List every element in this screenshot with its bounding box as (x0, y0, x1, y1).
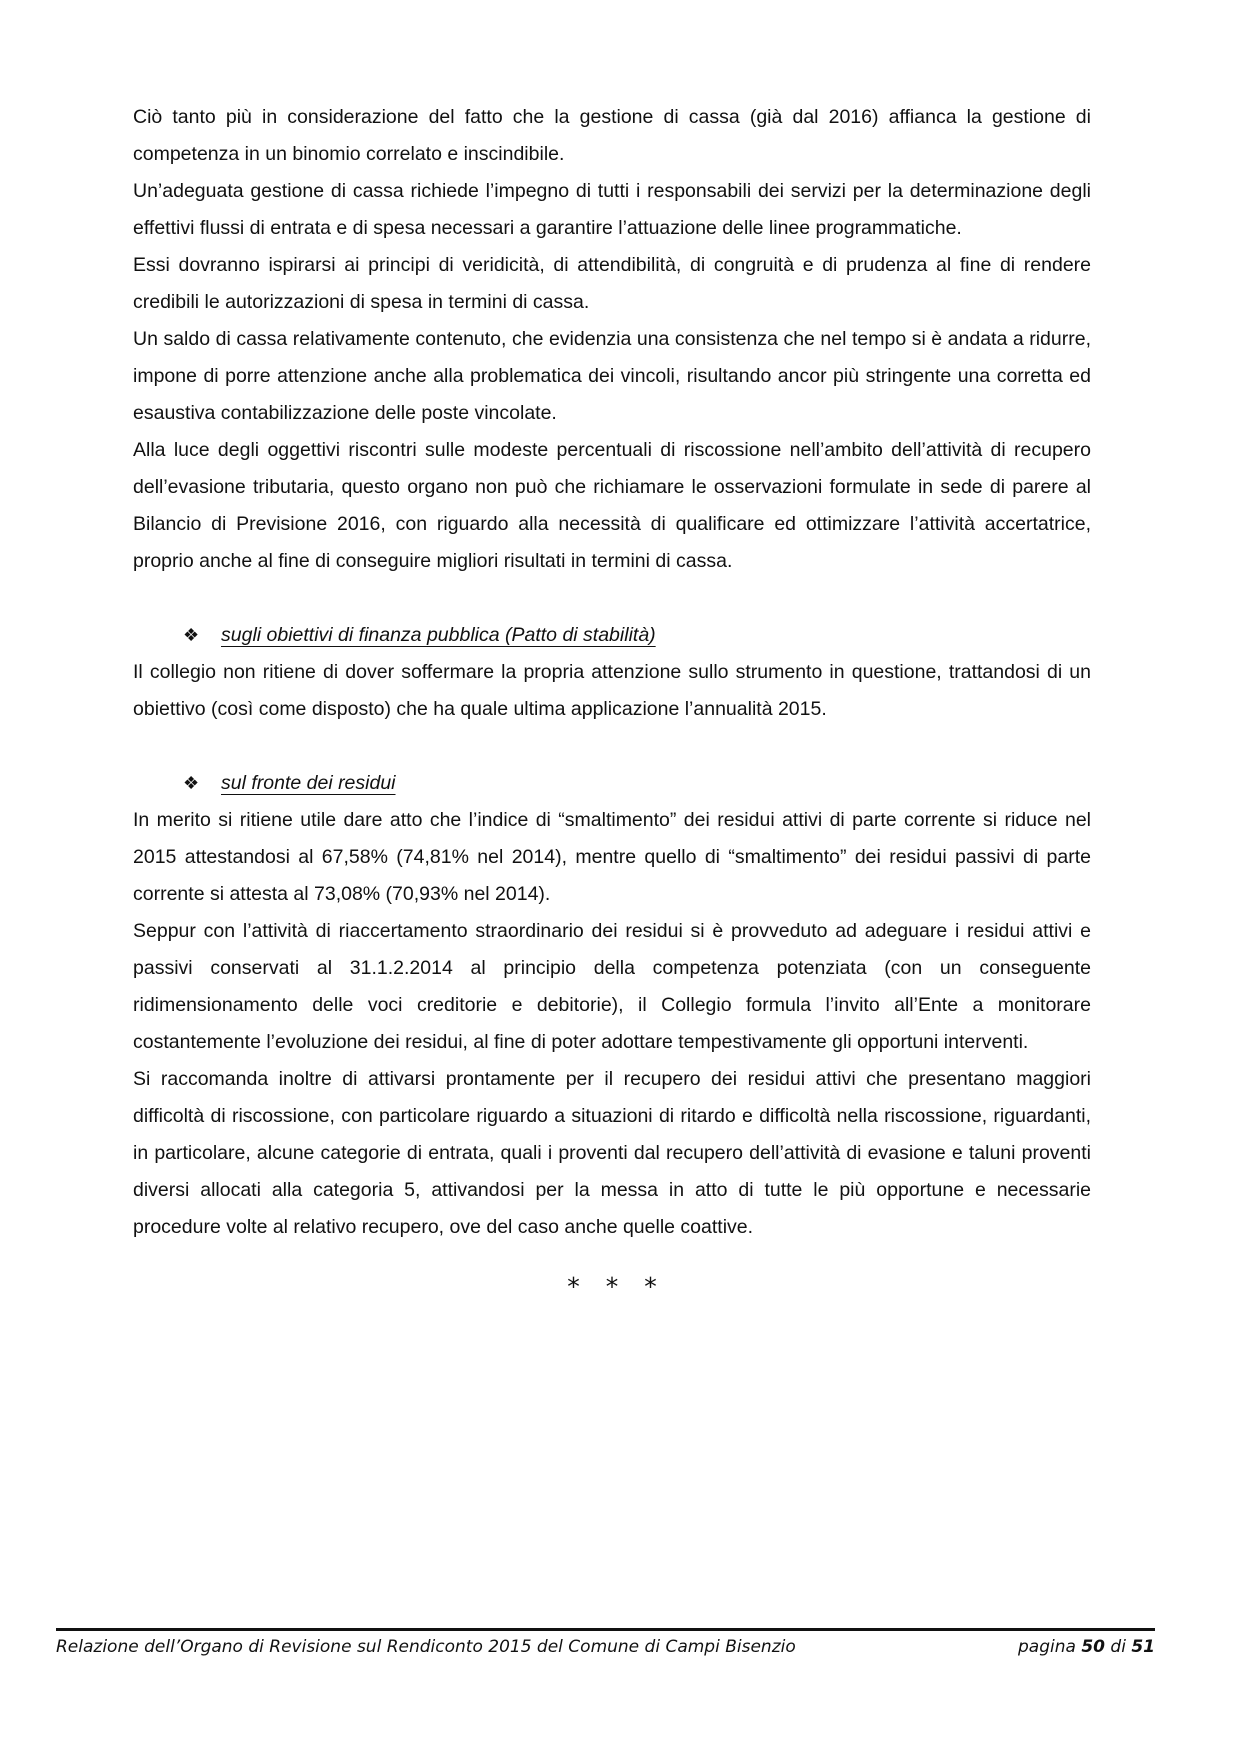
footer-page-number (1018, 1636, 1155, 1658)
paragraph: Seppur con l’attività di riaccertamento straordinario dei residui si è provveduto ad adeguare i residui attivi e passivi conservati al 31.1.2.2014 al principio della competenza potenziata (con un conseguente ridimensionamento delle voci creditorie e debitorie), il Collegio formula l’invito all’Ente a monitorare costantemente l’evoluzione dei residui, al fine di poter adottare tempestivamente gli opportuni interventi. (133, 920, 1091, 1053)
paragraph: Si raccomanda inoltre di attivarsi prontamente per il recupero dei residui attivi che presentano maggiori difficoltà di riscossione, con particolare riguardo a situazioni di ritardo e difficoltà nella riscossione, riguardanti, in particolare, alcune categorie di entrata, quali i proventi dal recupero dell’attività di evasione e taluni proventi diversi allocati alla categoria 5, attivandosi per la messa in atto di tutte le più opportune e necessarie procedure volte al relativo recupero, ove del caso anche quelle coattive. (133, 1068, 1091, 1238)
page-footer (56, 1628, 1155, 1658)
paragraph: Alla luce degli oggettivi riscontri sulle modeste percentuali di riscossione nell’ambito dell’attività di recupero dell’evasione tributaria, questo organo non può che richiamare le osservazioni formulate in sede di parere al Bilancio di Previsione 2016, con riguardo alla necessità di qualificare ed ottimizzare l’attività accertatrice, proprio anche al fine di conseguire migliori risultati in termini di cassa. (133, 439, 1091, 572)
diamond-bullet-icon: ❖ (183, 773, 200, 793)
paragraph: Il collegio non ritiene di dover soffermare la propria attenzione sullo strumento in questione, trattandosi di un obiettivo (così come disposto) che ha quale ultima applicazione l’annualità 2015. (133, 661, 1091, 720)
section-heading-finanza-pubblica (133, 617, 1091, 654)
paragraph: Ciò tanto più in considerazione del fatto che la gestione di cassa (già dal 2016) affianca la gestione di competenza in un binomio correlato e inscindibile. (133, 106, 1091, 165)
footer-page-current: 50 (1081, 1637, 1105, 1657)
footer-page-total: 51 (1131, 1637, 1155, 1657)
section-heading-text: sul fronte dei residui (221, 772, 396, 794)
diamond-bullet-icon: ❖ (183, 625, 200, 645)
section-heading-text: sugli obiettivi di finanza pubblica (Patto di stabilità) (221, 624, 656, 646)
footer-of-label: di (1110, 1637, 1126, 1657)
section-heading-residui (133, 765, 1091, 802)
paragraph: Essi dovranno ispirarsi ai principi di veridicità, di attendibilità, di congruità e di prudenza al fine di rendere credibili le autorizzazioni di spesa in termini di cassa. (133, 254, 1091, 313)
paragraph: Un saldo di cassa relativamente contenuto, che evidenzia una consistenza che nel tempo si è andata a ridurre, impone di porre attenzione anche alla problematica dei vincoli, risultando ancor più stringente una corretta ed esaustiva contabilizzazione delle poste vincolate. (133, 328, 1091, 424)
paragraph: Un’adeguata gestione di cassa richiede l’impegno di tutti i responsabili dei servizi per la determinazione degli effettivi flussi di entrata e di spesa necessari a garantire l’attuazione delle linee programmatiche. (133, 180, 1091, 239)
page-body (133, 99, 1091, 1305)
footer-document-title: Relazione dell’Organo di Revisione sul Rendiconto 2015 del Comune di Campi Bisenzio (56, 1637, 796, 1657)
paragraph: In merito si ritiene utile dare atto che l’indice di “smaltimento” dei residui attivi di parte corrente si riduce nel 2015 attestandosi al 67,58% (74,81% nel 2014), mentre quello di “smaltimento” dei residui passivi di parte corrente si attesta al 73,08% (70,93% nel 2014). (133, 809, 1091, 905)
footer-page-label: pagina (1018, 1637, 1076, 1657)
section-separator-stars: * * * (567, 1272, 666, 1301)
